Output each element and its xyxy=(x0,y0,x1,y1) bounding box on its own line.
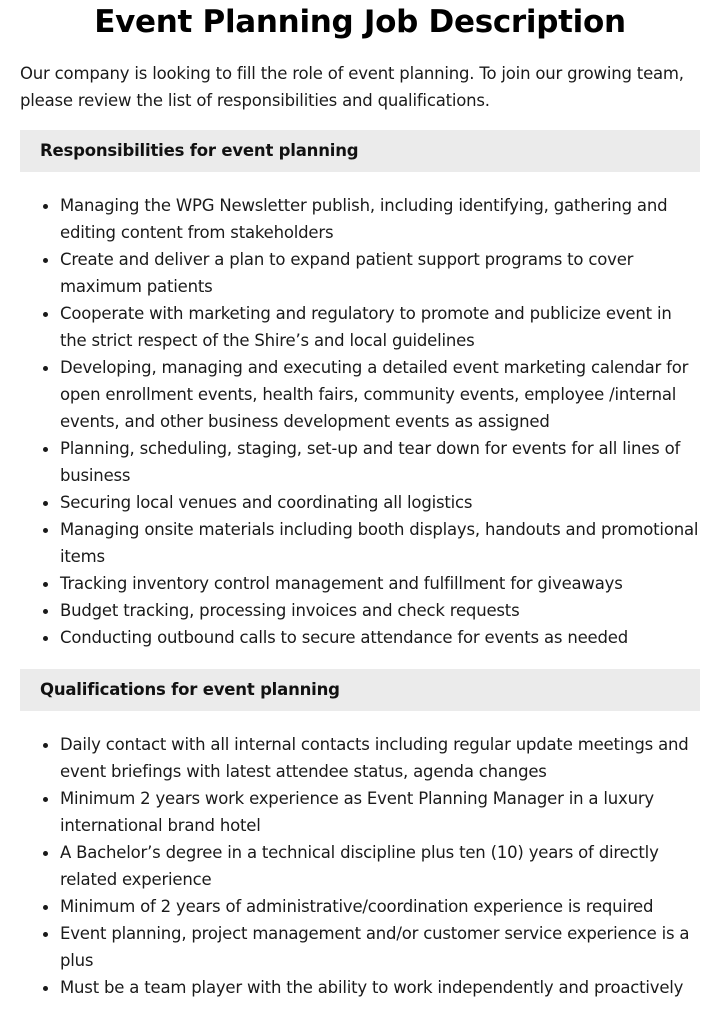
list-item: Developing, managing and executing a detailed event marketing calendar for open enrollment events, health fairs, community events, employee /internal events, and other business development events as assigned xyxy=(60,354,700,435)
qualifications-heading: Qualifications for event planning xyxy=(20,669,700,711)
list-item: Budget tracking, processing invoices and check requests xyxy=(60,597,700,624)
list-item: Daily contact with all internal contacts including regular update meetings and event briefings with latest attendee status, agenda changes xyxy=(60,731,700,785)
list-item: Planning, scheduling, staging, set-up and tear down for events for all lines of business xyxy=(60,435,700,489)
list-item: Securing local venues and coordinating all logistics xyxy=(60,489,700,516)
responsibilities-heading: Responsibilities for event planning xyxy=(20,130,700,172)
page-title: Event Planning Job Description xyxy=(94,4,626,40)
list-item: A Bachelor’s degree in a technical discipline plus ten (10) years of directly related experience xyxy=(60,839,700,893)
list-item: Tracking inventory control management and fulfillment for giveaways xyxy=(60,570,700,597)
list-item: Managing the WPG Newsletter publish, including identifying, gathering and editing content from stakeholders xyxy=(60,192,700,246)
list-item: Minimum 2 years work experience as Event Planning Manager in a luxury international brand hotel xyxy=(60,785,700,839)
list-item: Cooperate with marketing and regulatory to promote and publicize event in the strict respect of the Shire’s and local guidelines xyxy=(60,300,700,354)
list-item: Managing onsite materials including booth displays, handouts and promotional items xyxy=(60,516,700,570)
list-item: Conducting outbound calls to secure attendance for events as needed xyxy=(60,624,700,651)
responsibilities-list xyxy=(20,192,700,651)
list-item: Event planning, project management and/or customer service experience is a plus xyxy=(60,920,700,974)
intro-paragraph: Our company is looking to fill the role of event planning. To join our growing team, please review the list of responsibilities and qualifications. xyxy=(20,64,684,110)
list-item: Must be a team player with the ability to work independently and proactively xyxy=(60,974,700,1001)
list-item: Minimum of 2 years of administrative/coordination experience is required xyxy=(60,893,700,920)
qualifications-list xyxy=(20,731,700,1001)
list-item: Create and deliver a plan to expand patient support programs to cover maximum patients xyxy=(60,246,700,300)
